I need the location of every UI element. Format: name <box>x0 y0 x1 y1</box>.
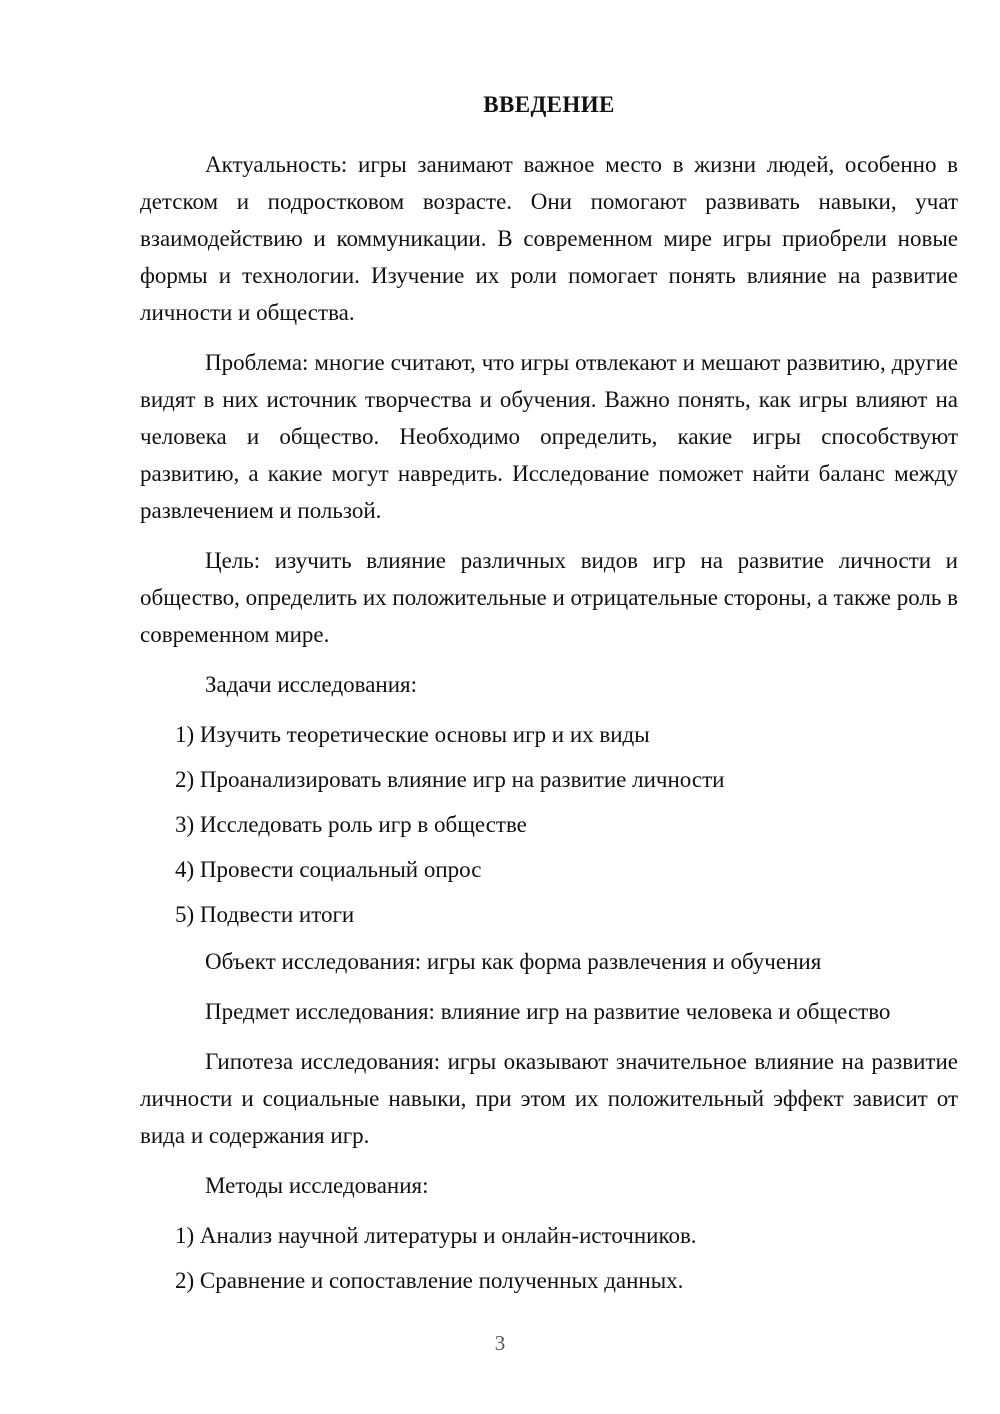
tasks-list <box>140 716 958 933</box>
list-item: 2) Проанализировать влияние игр на развитие личности <box>175 767 725 792</box>
list-item: 4) Провести социальный опрос <box>175 857 482 882</box>
paragraph-goal: Цель: изучить влияние различных видов игр на развитие личности и общество, определить их положительные и отрицательные стороны, а также роль в современном мире. <box>140 548 958 647</box>
methods-list <box>140 1217 958 1299</box>
list-item: 2) Сравнение и сопоставление полученных данных. <box>175 1268 684 1293</box>
list-item: 1) Изучить теоретические основы игр и их виды <box>175 722 650 747</box>
paragraph-object: Объект исследования: игры как форма развлечения и обучения <box>205 949 822 974</box>
paragraph-subject: Предмет исследования: влияние игр на развитие человека и общество <box>205 999 891 1024</box>
paragraph-problem: Проблема: многие считают, что игры отвлекают и мешают развитию, другие видят в них источник творчества и обучения. Важно понять, как игры влияют на человека и общество. Необходимо определить, какие игры способствуют развитию, а какие могут навредить. Исследование поможет найти баланс между развлечением и пользой. <box>140 350 958 523</box>
page-number: 3 <box>494 1331 506 1355</box>
paragraph-relevance: Актуальность: игры занимают важное место в жизни людей, особенно в детском и подростковом возрасте. Они помогают развивать навыки, учат взаимодействию и коммуникации. В современном мире игры приобрели новые формы и технологии. Изучение их роли помогает понять влияние на развитие личности и общества. <box>140 152 958 325</box>
paragraph-hypothesis: Гипотеза исследования: игры оказывают значительное влияние на развитие личности и социальные навыки, при этом их положительный эффект зависит от вида и содержания игр. <box>140 1049 958 1148</box>
heading-tasks: Задачи исследования: <box>205 672 418 697</box>
page-title: ВВЕДЕНИЕ <box>483 92 615 117</box>
list-item: 1) Анализ научной литературы и онлайн-источников. <box>175 1223 697 1248</box>
list-item: 3) Исследовать роль игр в обществе <box>175 812 527 837</box>
list-item: 5) Подвести итоги <box>175 902 355 927</box>
heading-methods: Методы исследования: <box>205 1173 429 1198</box>
document-body <box>140 88 958 1309</box>
